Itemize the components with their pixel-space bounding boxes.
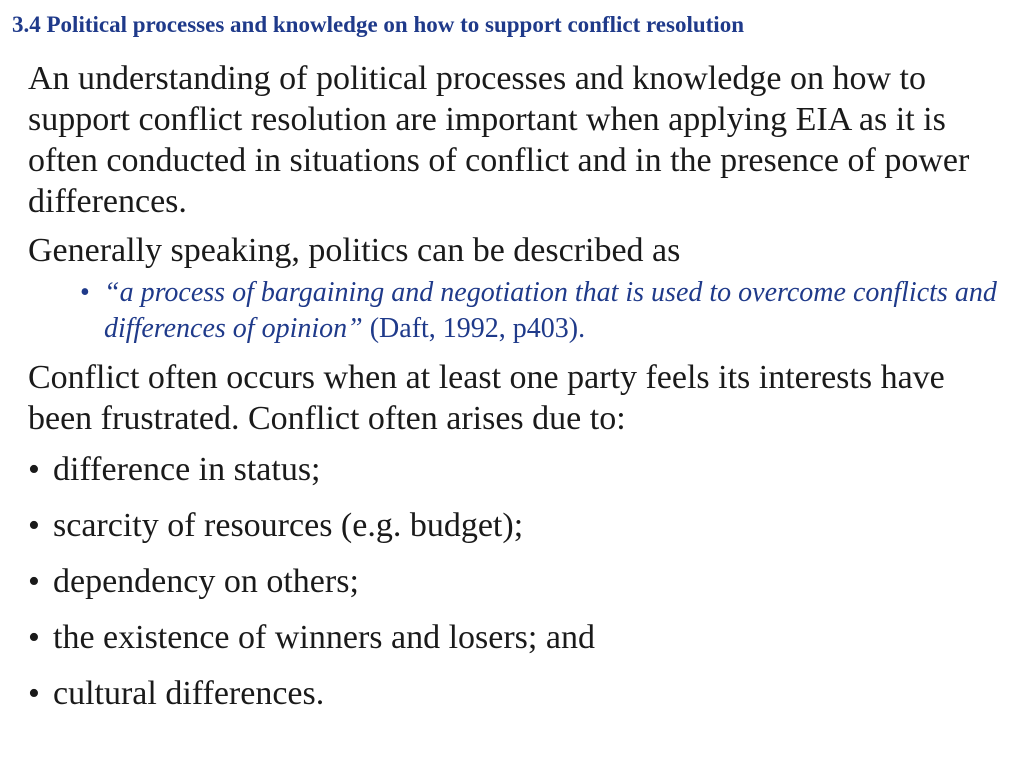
quote-bullet: • xyxy=(80,277,90,308)
politics-definition-lead: Generally speaking, politics can be described as xyxy=(28,232,681,269)
politics-quote xyxy=(80,275,1003,347)
bullet: • xyxy=(28,619,40,656)
bullet: • xyxy=(28,507,40,544)
slide-body xyxy=(28,58,1003,729)
slide-title: 3.4 Political processes and knowledge on how to support conflict resolution xyxy=(12,12,744,37)
bullet: • xyxy=(28,563,40,600)
list-item xyxy=(28,617,1003,659)
conflict-causes-list xyxy=(28,449,1003,715)
conflict-paragraph: Conflict often occurs when at least one party feels its interests have been frustrated. Conflict often arises due to: xyxy=(28,359,945,437)
intro-paragraph: An understanding of political processes and knowledge on how to support conflict resolution are important when applying EIA as it is often conducted in situations of conflict and in the presence of power differences. xyxy=(28,60,970,220)
list-item-text: scarcity of resources (e.g. budget); xyxy=(53,507,524,544)
list-item-text: dependency on others; xyxy=(53,563,359,600)
list-item xyxy=(28,449,1003,491)
list-item-text: cultural differences. xyxy=(53,675,325,712)
list-item xyxy=(28,505,1003,547)
quote-text: “a process of bargaining and negotiation that is used to overcome conflicts and differences of opinion” xyxy=(104,277,997,344)
list-item xyxy=(28,673,1003,715)
bullet: • xyxy=(28,451,40,488)
quote-citation: (Daft, 1992, p403). xyxy=(362,313,586,344)
bullet: • xyxy=(28,675,40,712)
list-item-text: difference in status; xyxy=(53,451,321,488)
list-item-text: the existence of winners and losers; and xyxy=(53,619,595,656)
list-item xyxy=(28,561,1003,603)
